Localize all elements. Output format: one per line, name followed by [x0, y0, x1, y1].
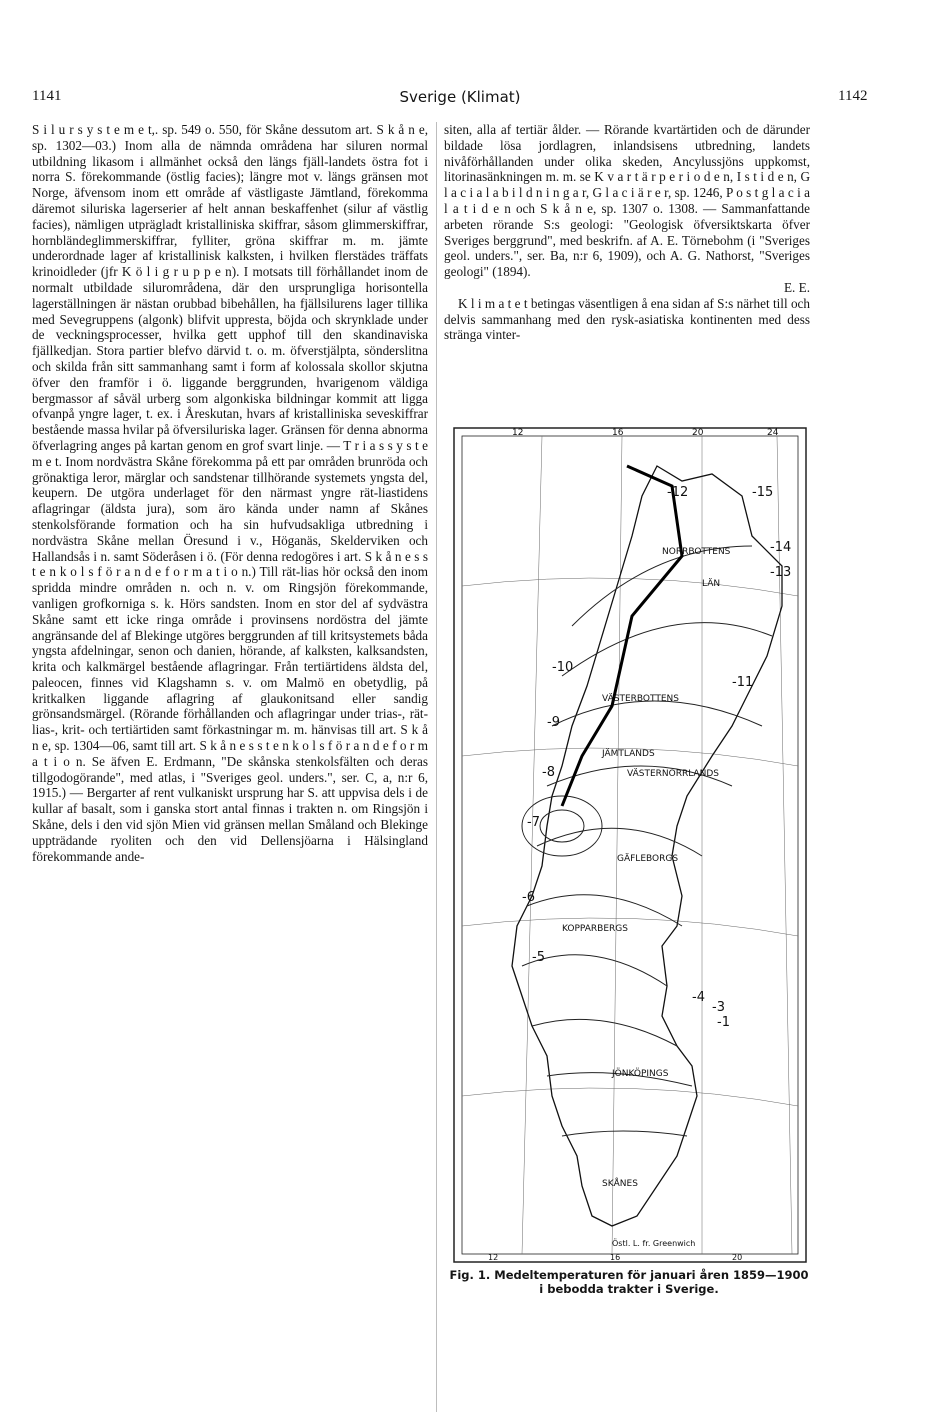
right-paragraph-geology: siten, alla af tertiär ålder. — Rörande kvartärtiden och de därunder bildade lösa jordlagren, inlandsisens utbredning, landets nivåförhållanden under olika skeden, Ancylussjöns uppkomst, litorinasänkningen m. m. se K v a r t ä r p e r i o d e n, I s t i d e n, G l a c i a l a b i l d n i n g a r, G l a c i ä r e r, sp. 1246, P o s t g l a c i a l a t i d e n och S k å n e, sp. 1307 o. 1308. — Sammanfattande arbeten rörande S:s geologi: "Geologisk öfversiktskarta öfver Sveriges berggrund", med beskrifn. af A. E. Törnebohm (i "Sveriges geol. unders.", ser. Ba, n:r 6, 1909), och A. G. Nathorst, "Sveriges geologi" (1894).	[444, 122, 810, 280]
longitude-label: 12	[512, 428, 524, 438]
longitude-label: 20	[732, 1253, 743, 1262]
longitude-label: 24	[767, 428, 779, 438]
figure-caption	[444, 1268, 814, 1296]
longitude-label: 20	[692, 428, 704, 438]
longitude-label: 16	[610, 1253, 621, 1262]
region-label: JÄMTLANDS	[602, 749, 655, 759]
isotherm-label: -14	[770, 540, 792, 555]
isotherm-label: -15	[752, 485, 774, 500]
isotherm-label: -6	[522, 890, 535, 905]
region-label: KOPPARBERGS	[562, 924, 628, 934]
region-label: VÄSTERBOTTENS	[602, 694, 679, 704]
page-header	[0, 88, 928, 112]
page-number-right: 1142	[838, 88, 868, 104]
right-paragraph-climate: K l i m a t e t betingas väsentligen å ena sidan af S:s närhet till och delvis sammanhang med den rysk-asiatiska kontinenten med dess stränga vinter-	[444, 295, 810, 343]
caption-line-1: Fig. 1. Medeltemperaturen för januari åren 1859—1900	[449, 1268, 809, 1282]
caption-line-2: i bebodda trakter i Sverige.	[539, 1282, 719, 1296]
longitude-label: 16	[612, 428, 624, 438]
isotherm-label: -12	[667, 485, 689, 500]
region-label: JÖNKÖPINGS	[612, 1069, 669, 1079]
left-column	[32, 122, 428, 864]
isotherm-label: -9	[547, 715, 560, 730]
isotherm-label: -11	[732, 675, 754, 690]
isotherm-label: -8	[542, 765, 555, 780]
region-label: NORRBOTTENS	[662, 547, 731, 557]
page-number-left: 1141	[32, 88, 62, 104]
region-label: LÄN	[702, 579, 721, 589]
isotherm-label: -5	[532, 950, 545, 965]
isotherm-label: -4	[692, 990, 705, 1005]
isotherm-label: -7	[527, 815, 540, 830]
longitude-label: 12	[488, 1253, 499, 1262]
region-label: VÄSTERNORRLANDS	[627, 769, 719, 779]
isotherm-label: -10	[552, 660, 574, 675]
isotherm-map	[452, 426, 808, 1264]
author-signature: E. E.	[783, 279, 810, 295]
map-frame	[454, 428, 806, 1262]
column-divider	[436, 122, 437, 1412]
temperature-map-figure	[452, 426, 808, 1264]
isotherm-label: -13	[770, 565, 792, 580]
left-column-paragraph: S i l u r s y s t e m e t,. sp. 549 o. 550, för Skåne dessutom art. S k å n e, sp. 1302—03.) Inom alla de nämnda områdena har siluren normal utbildning likasom i allmänhet också den längs fjäll-landets östra fot i norra S. förekommande (östlig facies); längre mot v. längs gränsen mot Norge, äfvensom inom ett område af västligaste Jämtland, förekomma däremot siluriska lagerserier af helt annan beskaffenhet (silur af västlig facies), nämligen utprägladt kristalliniska skiffrar, såsom glimmerskiffrar, hornbländeglimmerskiffrar, fylliter, gröna skiffrar m. m. jämte underordnade lager af kristallinisk kalksten, i hvilken flerstädes träffats krinoidleder (jfr K ö l i g r u p p e n). I motsats till förhållandet inom de normalt utbildade silurområdena, där den ursprungliga horisontella lagerställningen är nästan orubbad bibehållen, ha fjällsilurens lager tillika med Sevegruppens (algonk) blifvit uppresta, böjda och skrynklade under de veckningsprocesser, hvilka gett upphof till den skandinaviska fjällkedjan. Stora partier blefvo därvid t. o. m. öfverstjälpta, sönderslitna och skilda från sitt sammanhang samt i form af kolossala skollor skjutna öfver den framför i ö. liggande berggrunden, hvarigenom väldiga bergmassor af såväl urberg som algonkiska bildningar kommit att ligga ofvanpå yngre lager, t. ex. i Åreskutan, hvars af kristalliniska seveskiffrar bestående massa hvilar på öfversiluriska lager. Gränsen för denna abnorma öfverlagring anges på kartan genom en grof svart linje. — T r i a s s y s t e m e t. Inom nordvästra Skåne förekomma på ett par områden brunröda och grönaktiga leror, märglar och sandstenar tillhörande systemets yngsta del, keupern. De utgöra underlaget för den närmast yngre rät-liastidens aflagringar (äldsta jura), som äro kända under namn af Skånes stenkolsförande formation och ha sin hufvudsakliga utbredning i nordvästra Skåne mellan Öresund i v., Höganäs, Skelderviken och Hallandsås i n. samt Söderåsen i ö. (För denna redogöres i art. S k å n e s s t e n k o l s f ö r a n d e f o r m a t i o n.) Till rät-lias hör också den inom spridda mindre områden n. och n. v. om Ringsjön förekommande, vanligen grofkorniga s. k. Hörs sandsten. Inom en stor del af sydvästra Skåne samt ett icke ringa område i provinsens nordöstra del jämte angränsande del af Blekinge utgöres berggrunden af till kritsystemets båda yngsta afdelningar, senon och danien, hörande, af kalksten, kalksandsten, krita och kalkmärgel bestående aflagringar. Från tertiärtidens äldsta del, paleocen, finnes vid Klagshamn s. v. om Malmö en obetydlig, på kritkalken liggande aflagring af glaukonitsand eller sandig grönsandsmärgel. (Rörande förhållanden och aflagringar under trias-, rät-lias-, krit- och tertiärtiden samt förkastningar m. m. hänvisas till art. S k å n e, sp. 1304—06, samt till art. S k å n e s s t e n k o l s f ö r a n d e f o r m a t i o n. Se äfven E. Erdmann, "De skånska stenkolsfälten och deras tillgodogörande", med atlas, i "Sveriges geol. unders.", ser. C, a, n:r 6, 1915.) — Bergarter af rent vulkaniskt ursprung har S. att uppvisa dels i de kullar af basalt, som i ganska stort antal finnas i trakten n. om Ringsjön i Skåne, dels i den vid sjön Mien vid gränsen mellan Småland och Blekinge uppträdande ryoliten och den vid Dellensjöarna i Hälsingland förekommande ande-	[32, 122, 428, 864]
map-credit: Östl. L. fr. Greenwich	[612, 1239, 696, 1248]
isotherm-label: -1	[717, 1015, 730, 1030]
region-label: GÄFLEBORGS	[617, 854, 679, 864]
isotherm-label: -3	[712, 1000, 725, 1015]
region-label: SKÅNES	[602, 1179, 638, 1189]
right-column	[444, 122, 810, 343]
running-title: Sverige (Klimat)	[399, 88, 521, 106]
